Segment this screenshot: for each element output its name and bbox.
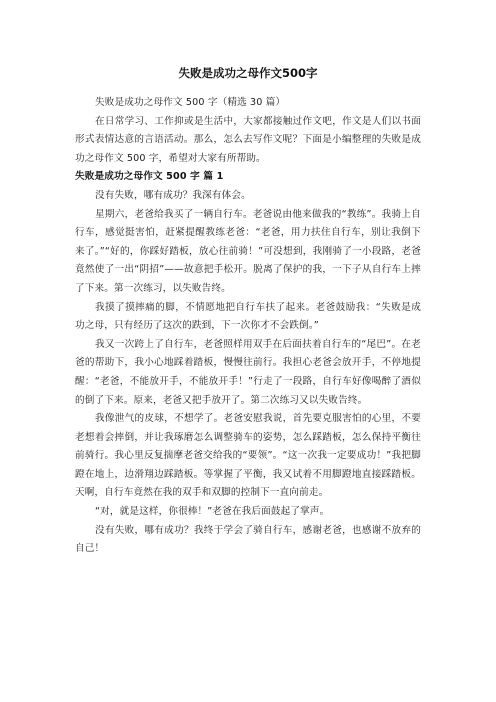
body-paragraph: 我摸了摸摔痛的脚，不情愿地把自行车扶了起来。老爸鼓励我：“失败是成功之母，只有经历了这次的跌到，下一次你才不会跌倒。” [75,301,421,332]
body-paragraph: 我又一次跨上了自行车，老爸照样用双手在后面扶着自行车的“尾巴”。在老爸的帮助下，我小心地踩着踏板，慢慢往前行。我担心老爸会放开手，不停地提醒：“老爸，不能放开手，不能放开手！”行走了一段路，自行车好像喝醉了酒似的倒了下来。原来，老爸又把手放开了。第二次练习又以失败告终。 [75,338,421,406]
document-body [75,94,421,559]
body-paragraph: 星期六，老爸给我买了一辆自行车。老爸说由他来做我的“教练”。我骑上自行车，感觉挺害怕，赶紧提醒教练老爸：“老爸，用力扶住自行车，别让我倒下来了。”“好的，你踩好踏板，放心往前骑！”可没想到，我刚骑了一小段路，老爸竟然使了一出“阴招”——故意把手松开。脱离了保护的我，一下子从自行车上摔了下来。第一次练习，以失败告终。 [75,208,421,294]
body-paragraph: 没有失败，哪有成功？我深有体会。 [95,189,251,201]
intro-line: 失败是成功之母作文 500 字（精选 30 篇） [95,97,286,108]
document-title: 失败是成功之母作文500字 [178,66,318,80]
body-paragraph: “对，就是这样，你很棒！”老爸在我后面鼓起了掌声。 [95,506,330,518]
section-heading: 失败是成功之母作文 500 字 篇 1 [75,171,224,183]
body-paragraph: 我像泄气的皮球，不想学了。老爸安慰我说，首先要克服害怕的心里，不要老想着会摔倒，并让我琢磨怎么调整骑车的姿势，怎么踩踏板，怎么保持平衡往前骑行。我心里反复揣摩老爸交给我的“要领”。“这一次我一定要成功！”我把脚蹬在地上，边滑翔边踩踏板。等掌握了平衡，我又试着不用脚蹬地直接踩踏板。天啊，自行车竟然在我的双手和双脚的控制下一直向前走。 [75,413,421,499]
intro-paragraph: 在日常学习、工作抑或是生活中，大家都接触过作文吧，作文是人们以书面形式表情达意的言语活动。那么，怎么去写作文呢？下面是小编整理的失败是成功之母作文 500 字，希望对大家有所帮助。 [75,115,421,164]
body-paragraph: 没有失败，哪有成功？我终于学会了骑自行车，感谢老爸，也感谢不放弃的自己！ [75,524,421,555]
